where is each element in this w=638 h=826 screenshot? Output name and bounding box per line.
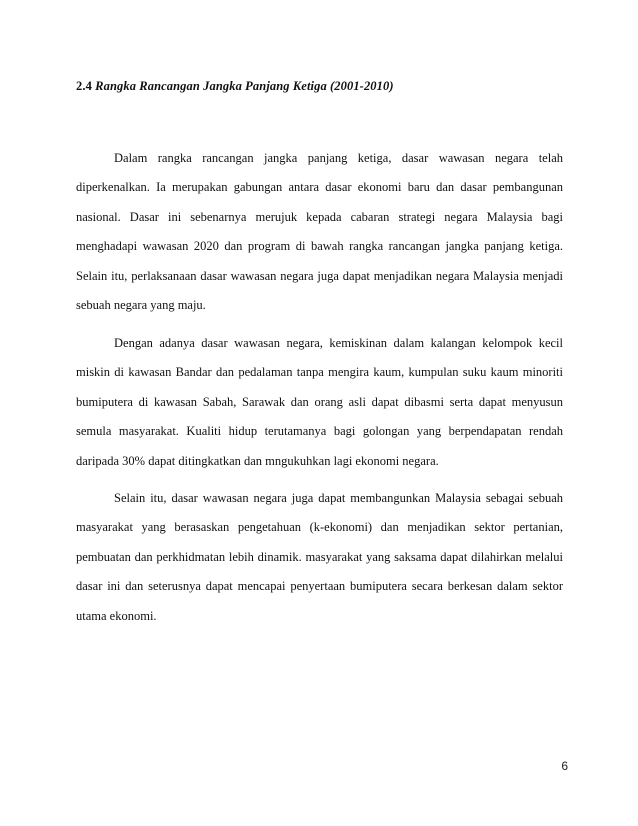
body-paragraph-2: Dengan adanya dasar wawasan negara, kemiskinan dalam kalangan kelompok kecil miskin di kawasan Bandar dan pedalaman tanpa mengira kaum, kumpulan suku kaum minoriti bumiputera di kawasan Sabah, Sarawak dan orang asli dapat dibasmi serta dapat menyusun semula masyarakat. Kualiti hidup terutamanya bagi golongan yang berpendapatan rendah daripada 30% dapat ditingkatkan dan mngukuhkan lagi ekonomi negara.: [76, 336, 563, 468]
section-heading: [76, 79, 566, 94]
section-number: 2.4: [76, 79, 92, 93]
body-paragraph-1: Dalam rangka rancangan jangka panjang ketiga, dasar wawasan negara telah diperkenalkan. Ia merupakan gabungan antara dasar ekonomi baru dan dasar pembangunan nasional. Dasar ini sebenarnya merujuk kepada cabaran strategi negara Malaysia bagi menghadapi wawasan 2020 dan program di bawah rangka rancangan jangka panjang ketiga. Selain itu, perlaksanaan dasar wawasan negara juga dapat menjadikan negara Malaysia menjadi sebuah negara yang maju.: [76, 151, 563, 313]
page-number: 6: [561, 759, 568, 773]
section-title: Rangka Rancangan Jangka Panjang Ketiga (2001-2010): [95, 79, 394, 93]
body-paragraph-3: Selain itu, dasar wawasan negara juga dapat membangunkan Malaysia sebagai sebuah masyarakat yang berasaskan pengetahuan (k-ekonomi) dan menjadikan sektor pertanian, pembuatan dan perkhidmatan lebih dinamik. masyarakat yang saksama dapat dilahirkan melalui dasar ini dan seterusnya dapat mencapai penyertaan bumiputera secara berkesan dalam sektor utama ekonomi.: [76, 491, 563, 623]
